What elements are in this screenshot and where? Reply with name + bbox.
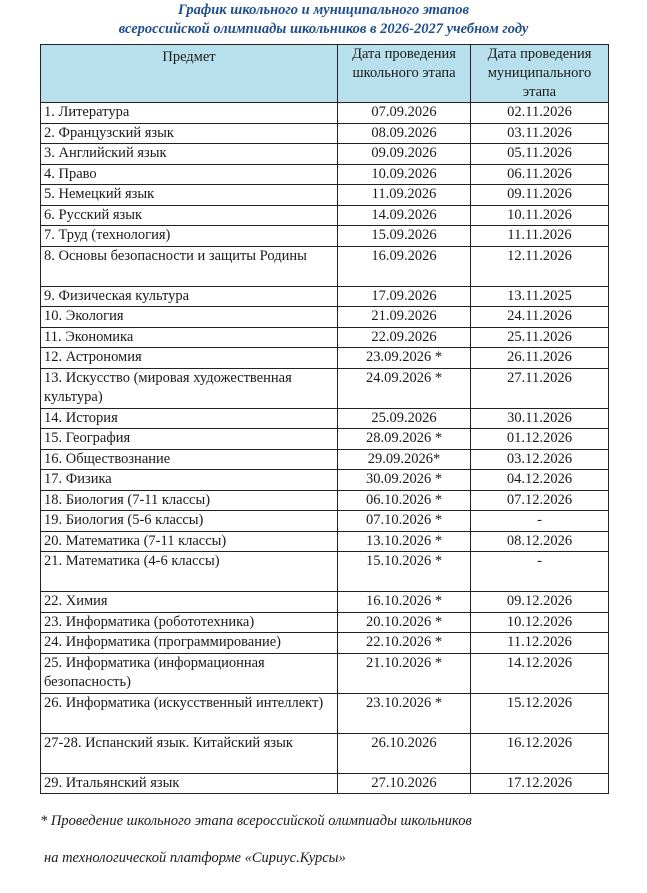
municipal-date-cell: 11.12.2026 bbox=[471, 633, 609, 654]
school-date-cell: 30.09.2026 * bbox=[338, 470, 471, 491]
subject-cell: 6. Русский язык bbox=[41, 205, 338, 226]
subject-cell: 23. Информатика (робототехника) bbox=[41, 612, 338, 633]
municipal-date-cell: 07.12.2026 bbox=[471, 490, 609, 511]
table-row bbox=[41, 226, 609, 247]
header-school-date: Дата проведения школьного этапа bbox=[338, 45, 471, 103]
olympiad-schedule-table bbox=[40, 44, 609, 794]
municipal-date-cell: 10.11.2026 bbox=[471, 205, 609, 226]
subject-cell: 9. Физическая культура bbox=[41, 286, 338, 307]
table-row bbox=[41, 408, 609, 429]
subject-cell: 22. Химия bbox=[41, 592, 338, 613]
footnote-line-1: * Проведение школьного этапа всероссийской олимпиады школьников bbox=[40, 813, 472, 829]
table-header-row bbox=[41, 45, 609, 103]
table-row bbox=[41, 429, 609, 450]
table-row bbox=[41, 733, 609, 773]
municipal-date-cell: 15.12.2026 bbox=[471, 693, 609, 733]
municipal-date-cell: 12.11.2026 bbox=[471, 246, 609, 286]
school-date-cell: 10.09.2026 bbox=[338, 164, 471, 185]
table-row bbox=[41, 144, 609, 165]
school-date-cell: 21.09.2026 bbox=[338, 307, 471, 328]
table-row bbox=[41, 511, 609, 532]
school-date-cell: 22.09.2026 bbox=[338, 327, 471, 348]
municipal-date-cell: 02.11.2026 bbox=[471, 103, 609, 124]
subject-cell: 12. Астрономия bbox=[41, 348, 338, 369]
municipal-date-cell: 05.11.2026 bbox=[471, 144, 609, 165]
subject-cell: 2. Французский язык bbox=[41, 123, 338, 144]
table-row bbox=[41, 368, 609, 408]
subject-cell: 18. Биология (7-11 классы) bbox=[41, 490, 338, 511]
subject-cell: 5. Немецкий язык bbox=[41, 185, 338, 206]
table-row bbox=[41, 773, 609, 794]
school-date-cell: 29.09.2026* bbox=[338, 449, 471, 470]
subject-cell: 15. География bbox=[41, 429, 338, 450]
table-row bbox=[41, 449, 609, 470]
school-date-cell: 14.09.2026 bbox=[338, 205, 471, 226]
subject-cell: 7. Труд (технология) bbox=[41, 226, 338, 247]
subject-cell: 16. Обществознание bbox=[41, 449, 338, 470]
municipal-date-cell: 14.12.2026 bbox=[471, 653, 609, 693]
title-line-1: График школьного и муниципального этапов bbox=[178, 2, 469, 18]
school-date-cell: 16.10.2026 * bbox=[338, 592, 471, 613]
subject-cell: 20. Математика (7-11 классы) bbox=[41, 531, 338, 552]
subject-cell: 3. Английский язык bbox=[41, 144, 338, 165]
table-row bbox=[41, 552, 609, 592]
table-row bbox=[41, 633, 609, 654]
municipal-date-cell: 30.11.2026 bbox=[471, 408, 609, 429]
footnote-line-2: на технологической платформе «Сириус.Курсы» bbox=[44, 850, 346, 866]
school-date-cell: 26.10.2026 bbox=[338, 733, 471, 773]
municipal-date-cell: - bbox=[471, 552, 609, 592]
title-line-2: всероссийской олимпиады школьников в 2026-2027 учебном году bbox=[118, 21, 529, 37]
table-row bbox=[41, 612, 609, 633]
school-date-cell: 21.10.2026 * bbox=[338, 653, 471, 693]
subject-cell: 17. Физика bbox=[41, 470, 338, 491]
school-date-cell: 20.10.2026 * bbox=[338, 612, 471, 633]
school-date-cell: 07.10.2026 * bbox=[338, 511, 471, 532]
document-title bbox=[0, 1, 647, 39]
school-date-cell: 11.09.2026 bbox=[338, 185, 471, 206]
school-date-cell: 23.10.2026 * bbox=[338, 693, 471, 733]
municipal-date-cell: 27.11.2026 bbox=[471, 368, 609, 408]
table-row bbox=[41, 307, 609, 328]
school-date-cell: 13.10.2026 * bbox=[338, 531, 471, 552]
municipal-date-cell: 13.11.2025 bbox=[471, 286, 609, 307]
municipal-date-cell: 03.11.2026 bbox=[471, 123, 609, 144]
subject-cell: 19. Биология (5-6 классы) bbox=[41, 511, 338, 532]
table-row bbox=[41, 286, 609, 307]
school-date-cell: 15.10.2026 * bbox=[338, 552, 471, 592]
school-date-cell: 15.09.2026 bbox=[338, 226, 471, 247]
table-row bbox=[41, 164, 609, 185]
municipal-date-cell: 17.12.2026 bbox=[471, 773, 609, 794]
subject-cell: 8. Основы безопасности и защиты Родины bbox=[41, 246, 338, 286]
school-date-cell: 24.09.2026 * bbox=[338, 368, 471, 408]
municipal-date-cell: 03.12.2026 bbox=[471, 449, 609, 470]
table-row bbox=[41, 246, 609, 286]
subject-cell: 21. Математика (4-6 классы) bbox=[41, 552, 338, 592]
table-row bbox=[41, 531, 609, 552]
school-date-cell: 17.09.2026 bbox=[338, 286, 471, 307]
subject-cell: 27-28. Испанский язык. Китайский язык bbox=[41, 733, 338, 773]
municipal-date-cell: 16.12.2026 bbox=[471, 733, 609, 773]
municipal-date-cell: 26.11.2026 bbox=[471, 348, 609, 369]
subject-cell: 1. Литература bbox=[41, 103, 338, 124]
municipal-date-cell: 09.12.2026 bbox=[471, 592, 609, 613]
municipal-date-cell: 24.11.2026 bbox=[471, 307, 609, 328]
table-row bbox=[41, 693, 609, 733]
table-row bbox=[41, 592, 609, 613]
school-date-cell: 27.10.2026 bbox=[338, 773, 471, 794]
subject-cell: 29. Итальянский язык bbox=[41, 773, 338, 794]
subject-cell: 25. Информатика (информационная безопасность) bbox=[41, 653, 338, 693]
school-date-cell: 08.09.2026 bbox=[338, 123, 471, 144]
subject-cell: 11. Экономика bbox=[41, 327, 338, 348]
municipal-date-cell: 11.11.2026 bbox=[471, 226, 609, 247]
table-row bbox=[41, 470, 609, 491]
municipal-date-cell: 09.11.2026 bbox=[471, 185, 609, 206]
municipal-date-cell: 10.12.2026 bbox=[471, 612, 609, 633]
school-date-cell: 25.09.2026 bbox=[338, 408, 471, 429]
municipal-date-cell: 25.11.2026 bbox=[471, 327, 609, 348]
school-date-cell: 06.10.2026 * bbox=[338, 490, 471, 511]
table-row bbox=[41, 185, 609, 206]
school-date-cell: 23.09.2026 * bbox=[338, 348, 471, 369]
table-row bbox=[41, 653, 609, 693]
table-row bbox=[41, 348, 609, 369]
municipal-date-cell: 08.12.2026 bbox=[471, 531, 609, 552]
table-row bbox=[41, 103, 609, 124]
school-date-cell: 07.09.2026 bbox=[338, 103, 471, 124]
school-date-cell: 28.09.2026 * bbox=[338, 429, 471, 450]
school-date-cell: 22.10.2026 * bbox=[338, 633, 471, 654]
subject-cell: 13. Искусство (мировая художественная культура) bbox=[41, 368, 338, 408]
table-body bbox=[41, 103, 609, 794]
municipal-date-cell: 04.12.2026 bbox=[471, 470, 609, 491]
municipal-date-cell: - bbox=[471, 511, 609, 532]
table-row bbox=[41, 327, 609, 348]
subject-cell: 26. Информатика (искусственный интеллект) bbox=[41, 693, 338, 733]
subject-cell: 24. Информатика (программирование) bbox=[41, 633, 338, 654]
school-date-cell: 09.09.2026 bbox=[338, 144, 471, 165]
table-row bbox=[41, 490, 609, 511]
header-municipal-date: Дата проведения муниципального этапа bbox=[471, 45, 609, 103]
municipal-date-cell: 01.12.2026 bbox=[471, 429, 609, 450]
header-subject: Предмет bbox=[41, 45, 338, 103]
school-date-cell: 16.09.2026 bbox=[338, 246, 471, 286]
table-row bbox=[41, 205, 609, 226]
municipal-date-cell: 06.11.2026 bbox=[471, 164, 609, 185]
subject-cell: 14. История bbox=[41, 408, 338, 429]
table-row bbox=[41, 123, 609, 144]
subject-cell: 4. Право bbox=[41, 164, 338, 185]
subject-cell: 10. Экология bbox=[41, 307, 338, 328]
